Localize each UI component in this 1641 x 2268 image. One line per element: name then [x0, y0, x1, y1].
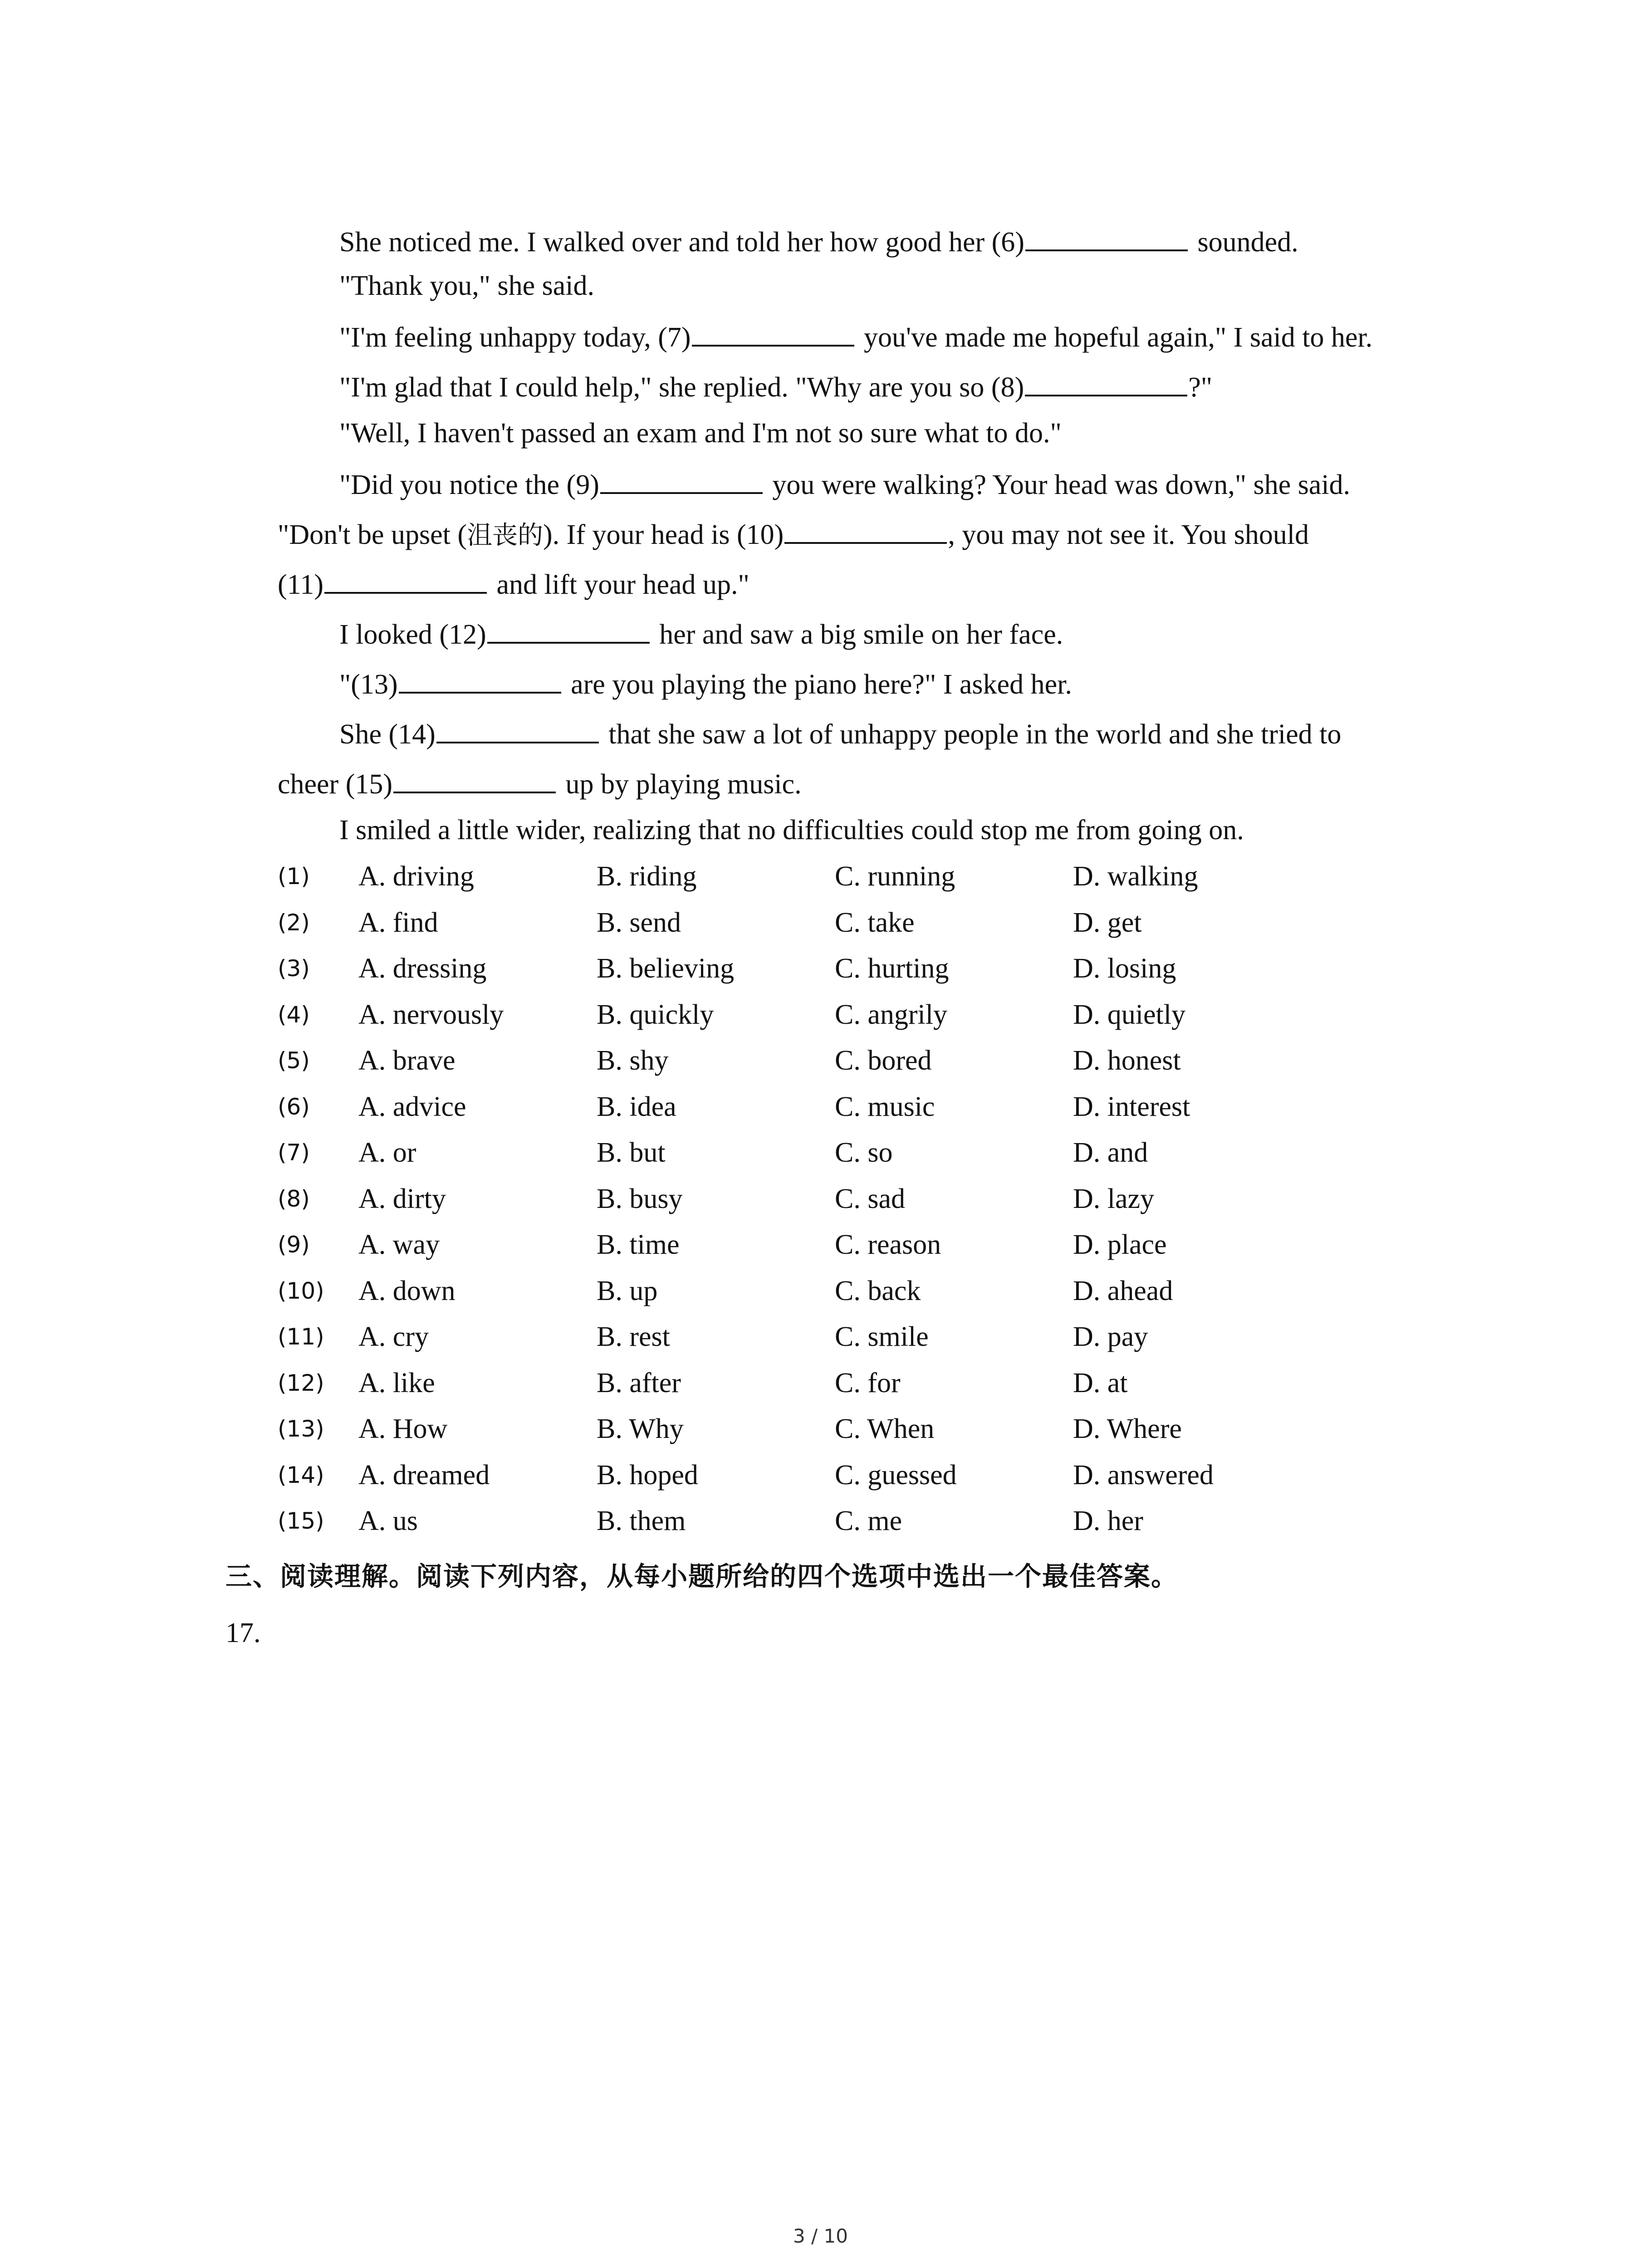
question-index: (10): [278, 1278, 324, 1304]
text: ?": [1188, 372, 1213, 403]
option-a[interactable]: A. How: [358, 1413, 448, 1444]
text: cheer (15): [278, 769, 392, 800]
question-index: (12): [278, 1370, 324, 1396]
option-d[interactable]: D. get: [1073, 907, 1142, 938]
option-a[interactable]: A. way: [358, 1229, 440, 1260]
question-index: (3): [278, 955, 310, 982]
option-d[interactable]: D. answered: [1073, 1460, 1214, 1491]
passage-line-10: [339, 665, 1072, 703]
option-a[interactable]: A. like: [358, 1368, 435, 1398]
option-b[interactable]: B. up: [597, 1276, 658, 1306]
option-d[interactable]: D. ahead: [1073, 1276, 1173, 1306]
question-index: (9): [278, 1232, 310, 1258]
option-c[interactable]: C. reason: [835, 1229, 941, 1260]
option-b[interactable]: B. shy: [597, 1045, 669, 1076]
answer-blank-14[interactable]: [436, 714, 599, 743]
option-d[interactable]: D. Where: [1073, 1413, 1182, 1444]
passage-line-3: [339, 318, 1372, 356]
option-b[interactable]: B. believing: [597, 953, 735, 984]
option-b[interactable]: B. after: [597, 1368, 681, 1398]
passage-line-7: [278, 515, 1309, 554]
answer-blank-6[interactable]: [1025, 222, 1188, 251]
option-c[interactable]: C. hurting: [835, 953, 949, 984]
text: "I'm glad that I could help," she replied. "Why are you so (8): [339, 372, 1024, 403]
answer-blank-13[interactable]: [399, 665, 561, 694]
answer-blank-11[interactable]: [324, 565, 487, 594]
option-b[interactable]: B. idea: [597, 1091, 676, 1122]
text: (11): [278, 569, 323, 600]
text: sounded.: [1190, 227, 1298, 258]
option-d[interactable]: D. and: [1073, 1137, 1148, 1168]
question-index: (1): [278, 863, 310, 890]
option-c[interactable]: C. back: [835, 1276, 921, 1306]
question-index: (4): [278, 1002, 310, 1028]
text: up by playing music.: [558, 769, 802, 800]
text: She (14): [339, 719, 436, 750]
text: you were walking? Your head was down," she said.: [765, 469, 1351, 500]
option-c[interactable]: C. smile: [835, 1321, 929, 1352]
option-a[interactable]: A. nervously: [358, 999, 504, 1030]
option-b[interactable]: B. time: [597, 1229, 680, 1260]
chinese-gloss: 沮丧的: [467, 521, 544, 550]
question-index: (6): [278, 1094, 310, 1120]
text: that she saw a lot of unhappy people in the world and she tried to: [601, 719, 1342, 750]
option-c[interactable]: C. When: [835, 1413, 935, 1444]
option-c[interactable]: C. for: [835, 1368, 901, 1398]
option-c[interactable]: C. bored: [835, 1045, 932, 1076]
option-d[interactable]: D. interest: [1073, 1091, 1190, 1122]
option-a[interactable]: A. cry: [358, 1321, 429, 1352]
option-b[interactable]: B. riding: [597, 861, 697, 892]
question-index: (8): [278, 1186, 310, 1212]
passage-line-12: [278, 764, 802, 802]
text: and lift your head up.": [490, 569, 749, 600]
option-a[interactable]: A. dirty: [358, 1183, 446, 1214]
option-d[interactable]: D. pay: [1073, 1321, 1148, 1352]
answer-blank-8[interactable]: [1025, 367, 1187, 396]
option-d[interactable]: D. quietly: [1073, 999, 1185, 1030]
option-d[interactable]: D. losing: [1073, 953, 1176, 984]
option-b[interactable]: B. them: [597, 1505, 686, 1536]
answer-blank-15[interactable]: [393, 764, 556, 793]
text: "Don't be upset (: [278, 519, 467, 550]
option-d[interactable]: D. lazy: [1073, 1183, 1155, 1214]
option-b[interactable]: B. quickly: [597, 999, 714, 1030]
text: I looked (12): [339, 619, 486, 650]
question-index: (14): [278, 1462, 324, 1488]
option-b[interactable]: B. busy: [597, 1183, 683, 1214]
passage-line-6: [339, 465, 1350, 503]
question-index: (15): [278, 1508, 324, 1534]
option-b[interactable]: B. rest: [597, 1321, 670, 1352]
option-c[interactable]: C. guessed: [835, 1460, 957, 1491]
passage-line-13: I smiled a little wider, realizing that no difficulties could stop me from going on.: [339, 815, 1244, 846]
option-c[interactable]: C. take: [835, 907, 915, 938]
page-number: 3 / 10: [793, 2225, 848, 2247]
question-index: (7): [278, 1139, 310, 1166]
text: "(13): [339, 669, 398, 700]
text: you've made me hopeful again," I said to her.: [857, 322, 1373, 353]
passage-line-1: [339, 222, 1298, 260]
option-b[interactable]: B. hoped: [597, 1460, 698, 1491]
option-c[interactable]: C. sad: [835, 1183, 905, 1214]
answer-blank-10[interactable]: [784, 515, 947, 544]
answer-blank-7[interactable]: [692, 318, 854, 347]
text: her and saw a big smile on her face.: [652, 619, 1063, 650]
option-a[interactable]: A. brave: [358, 1045, 456, 1076]
question-index: (2): [278, 909, 310, 936]
passage-line-4: [339, 367, 1212, 406]
option-d[interactable]: D. place: [1073, 1229, 1167, 1260]
option-a[interactable]: A. advice: [358, 1091, 466, 1122]
option-b[interactable]: B. Why: [597, 1413, 684, 1444]
passage-line-11: [339, 714, 1341, 753]
question-index: (13): [278, 1416, 324, 1442]
option-a[interactable]: A. or: [358, 1137, 416, 1168]
option-b[interactable]: B. send: [597, 907, 681, 938]
answer-blank-9[interactable]: [600, 465, 763, 494]
text: "I'm feeling unhappy today, (7): [339, 322, 691, 353]
passage-line-9: [339, 615, 1063, 653]
passage-line-5: "Well, I haven't passed an exam and I'm not so sure what to do.": [339, 418, 1062, 449]
option-c[interactable]: C. music: [835, 1091, 935, 1122]
option-d[interactable]: D. honest: [1073, 1045, 1181, 1076]
option-d[interactable]: D. walking: [1073, 861, 1198, 892]
text: ). If your head is (10): [543, 519, 784, 550]
option-d[interactable]: D. at: [1073, 1368, 1128, 1398]
question-number: 17.: [225, 1618, 261, 1648]
answer-blank-12[interactable]: [487, 615, 650, 644]
option-c[interactable]: C. angrily: [835, 999, 947, 1030]
option-a[interactable]: A. down: [358, 1276, 456, 1306]
text: "Did you notice the (9): [339, 469, 599, 500]
option-a[interactable]: A. find: [358, 907, 438, 938]
option-a[interactable]: A. dreamed: [358, 1460, 490, 1491]
option-c[interactable]: C. running: [835, 861, 955, 892]
option-a[interactable]: A. dressing: [358, 953, 487, 984]
text: , you may not see it. You should: [948, 519, 1309, 550]
text: She noticed me. I walked over and told her how good her (6): [339, 227, 1024, 258]
option-a[interactable]: A. us: [358, 1505, 418, 1536]
option-c[interactable]: C. me: [835, 1505, 902, 1536]
text: are you playing the piano here?" I asked her.: [563, 669, 1072, 700]
question-index: (5): [278, 1047, 310, 1074]
option-c[interactable]: C. so: [835, 1137, 893, 1168]
passage-line-8: [278, 565, 749, 603]
passage-line-2: "Thank you," she said.: [339, 270, 595, 301]
section-heading: 三、阅读理解。阅读下列内容，从每小题所给的四个选项中选出一个最佳答案。: [225, 1561, 1179, 1592]
option-a[interactable]: A. driving: [358, 861, 474, 892]
option-b[interactable]: B. but: [597, 1137, 666, 1168]
question-index: (11): [278, 1324, 324, 1350]
option-d[interactable]: D. her: [1073, 1505, 1143, 1536]
